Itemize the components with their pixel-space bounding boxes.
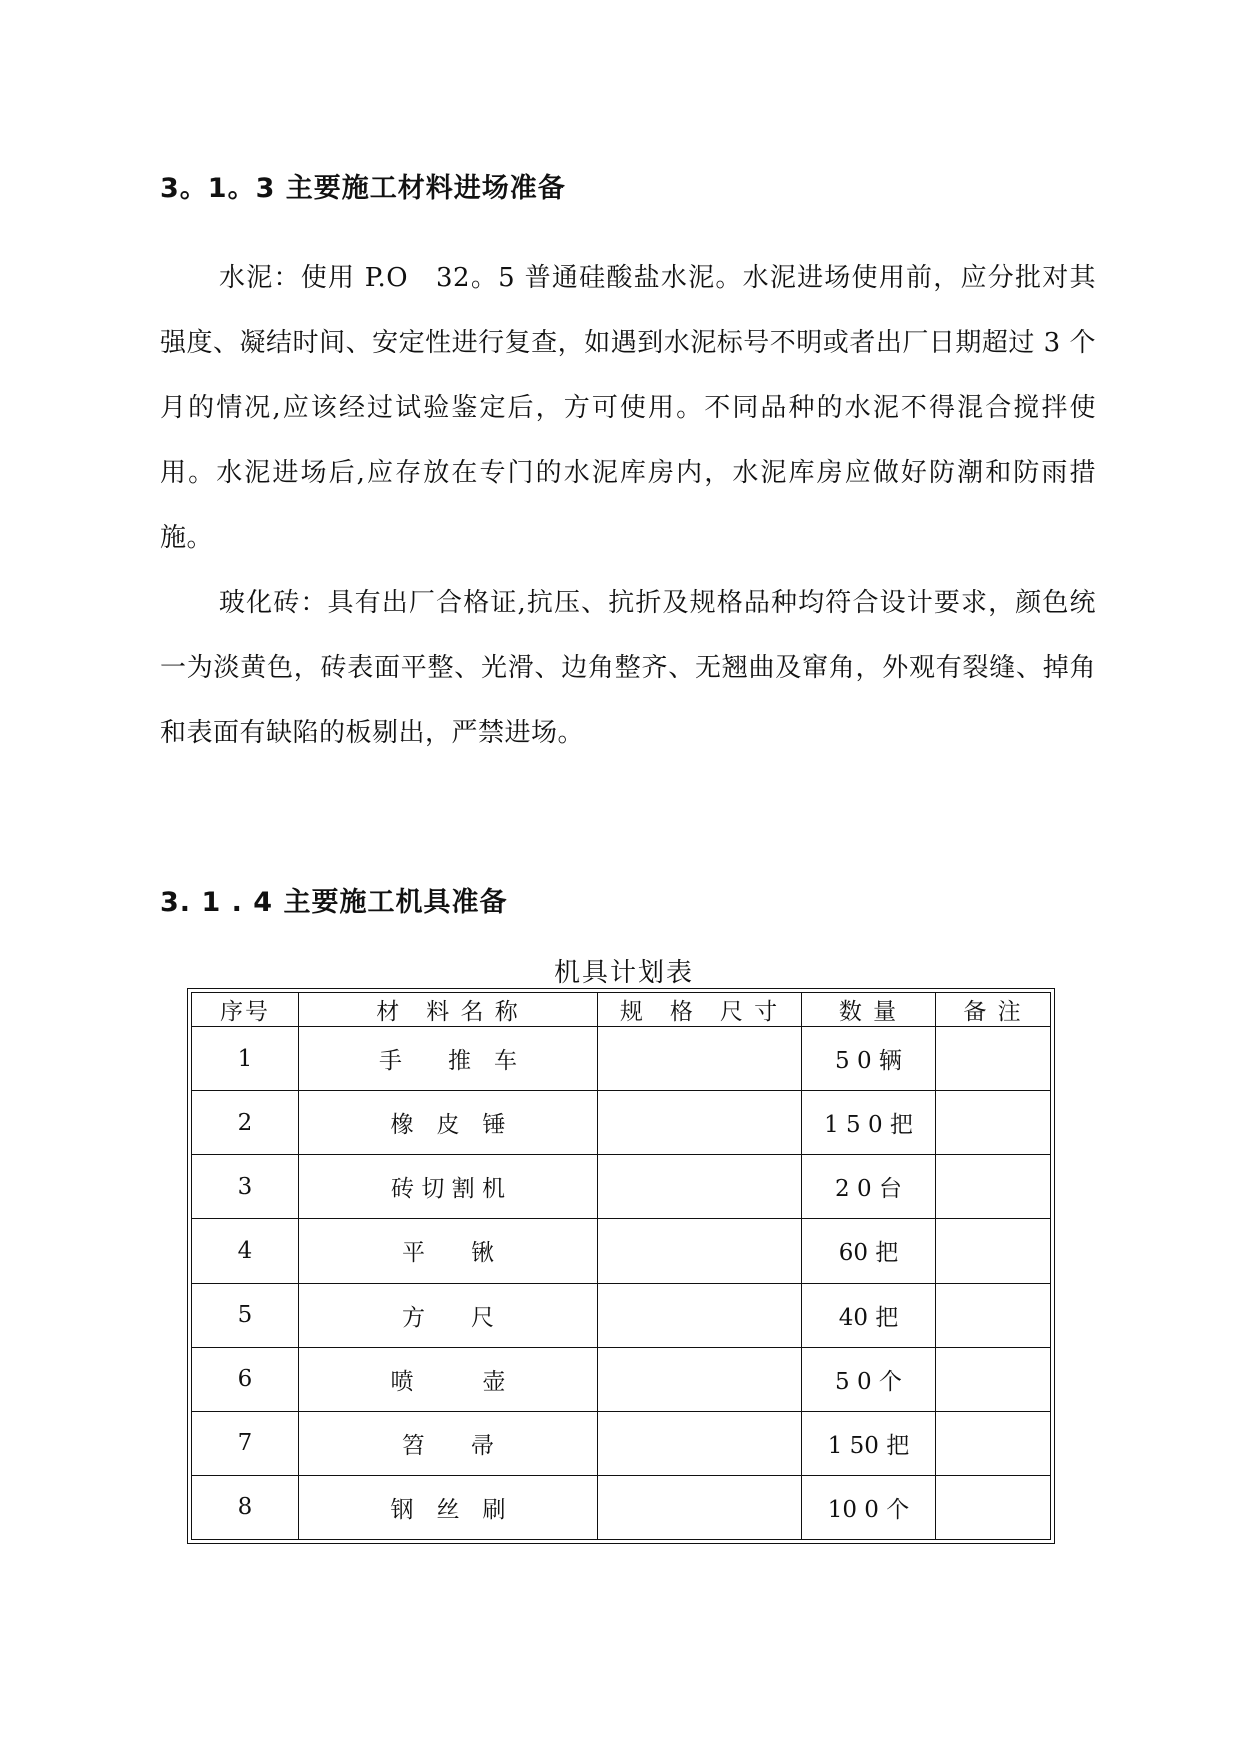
- cell-index: 8: [192, 1475, 299, 1539]
- cell-quantity: 5 0 辆: [802, 1027, 936, 1091]
- table-row: [192, 1475, 1051, 1539]
- header-spec-size: 规 格 尺 寸: [598, 993, 802, 1027]
- cell-index: 7: [192, 1411, 299, 1475]
- table-caption: 机具计划表: [553, 958, 694, 988]
- cell-index: 3: [192, 1155, 299, 1219]
- table-row: [192, 1155, 1051, 1219]
- cell-remarks: [936, 1091, 1051, 1155]
- cell-name: 平 锹: [299, 1219, 598, 1283]
- cell-spec: [598, 1027, 802, 1091]
- table-row: [192, 1411, 1051, 1475]
- cell-remarks: [936, 1027, 1051, 1091]
- table-row: [192, 1347, 1051, 1411]
- tools-table-frame: [187, 988, 1055, 1544]
- cell-quantity: 2 0 台: [802, 1155, 936, 1219]
- table-row: [192, 1283, 1051, 1347]
- cell-remarks: [936, 1347, 1051, 1411]
- tools-table: [191, 992, 1051, 1540]
- table-header-row: [192, 993, 1051, 1027]
- section-heading-tools: 3. 1 . 4 主要施工机具准备: [160, 887, 508, 918]
- cell-index: 2: [192, 1091, 299, 1155]
- cell-spec: [598, 1283, 802, 1347]
- cell-spec: [598, 1219, 802, 1283]
- table-row: [192, 1027, 1051, 1091]
- cell-name: 砖 切 割 机: [299, 1155, 598, 1219]
- table-row: [192, 1091, 1051, 1155]
- table-row: [192, 1219, 1051, 1283]
- header-remarks: 备 注: [936, 993, 1051, 1027]
- cell-index: 5: [192, 1283, 299, 1347]
- cell-spec: [598, 1475, 802, 1539]
- cell-quantity: 1 5 0 把: [802, 1091, 936, 1155]
- cell-remarks: [936, 1283, 1051, 1347]
- cell-quantity: 10 0 个: [802, 1475, 936, 1539]
- cell-name: 手 推 车: [299, 1027, 598, 1091]
- header-quantity: 数 量: [802, 993, 936, 1027]
- cell-spec: [598, 1347, 802, 1411]
- cell-name: 方 尺: [299, 1283, 598, 1347]
- section-heading-materials: 3。1。3 主要施工材料进场准备: [160, 173, 566, 204]
- header-index: 序号: [192, 993, 299, 1027]
- cell-index: 6: [192, 1347, 299, 1411]
- cell-name: 橡 皮 锤: [299, 1091, 598, 1155]
- cell-quantity: 40 把: [802, 1283, 936, 1347]
- paragraph-cement: 水泥：使用 P.O 32。5 普通硅酸盐水泥。水泥进场使用前，应分批对其强度、凝结时间、安定性进行复查，如遇到水泥标号不明或者出厂日期超过 3 个月的情况,应该经过试验鉴定后，方可使用。不同品种的水泥不得混合搅拌使用。水泥进场后,应存放在专门的水泥库房内，水泥库房应做好防潮和防雨措施。: [160, 263, 1097, 553]
- paragraph-tile: 玻化砖：具有出厂合格证,抗压、抗折及规格品种均符合设计要求，颜色统一为淡黄色，砖表面平整、光滑、边角整齐、无翘曲及窜角，外观有裂缝、掉角和表面有缺陷的板剔出，严禁进场。: [160, 588, 1096, 748]
- cell-remarks: [936, 1411, 1051, 1475]
- header-material-name: 材 料 名 称: [299, 993, 598, 1027]
- cell-quantity: 60 把: [802, 1219, 936, 1283]
- cell-quantity: 1 50 把: [802, 1411, 936, 1475]
- cell-name: 钢 丝 刷: [299, 1475, 598, 1539]
- cell-remarks: [936, 1219, 1051, 1283]
- cell-index: 1: [192, 1027, 299, 1091]
- cell-name: 笤 帚: [299, 1411, 598, 1475]
- cell-spec: [598, 1091, 802, 1155]
- cell-quantity: 5 0 个: [802, 1347, 936, 1411]
- cell-remarks: [936, 1475, 1051, 1539]
- cell-index: 4: [192, 1219, 299, 1283]
- cell-name: 喷 壶: [299, 1347, 598, 1411]
- cell-spec: [598, 1411, 802, 1475]
- cell-spec: [598, 1155, 802, 1219]
- cell-remarks: [936, 1155, 1051, 1219]
